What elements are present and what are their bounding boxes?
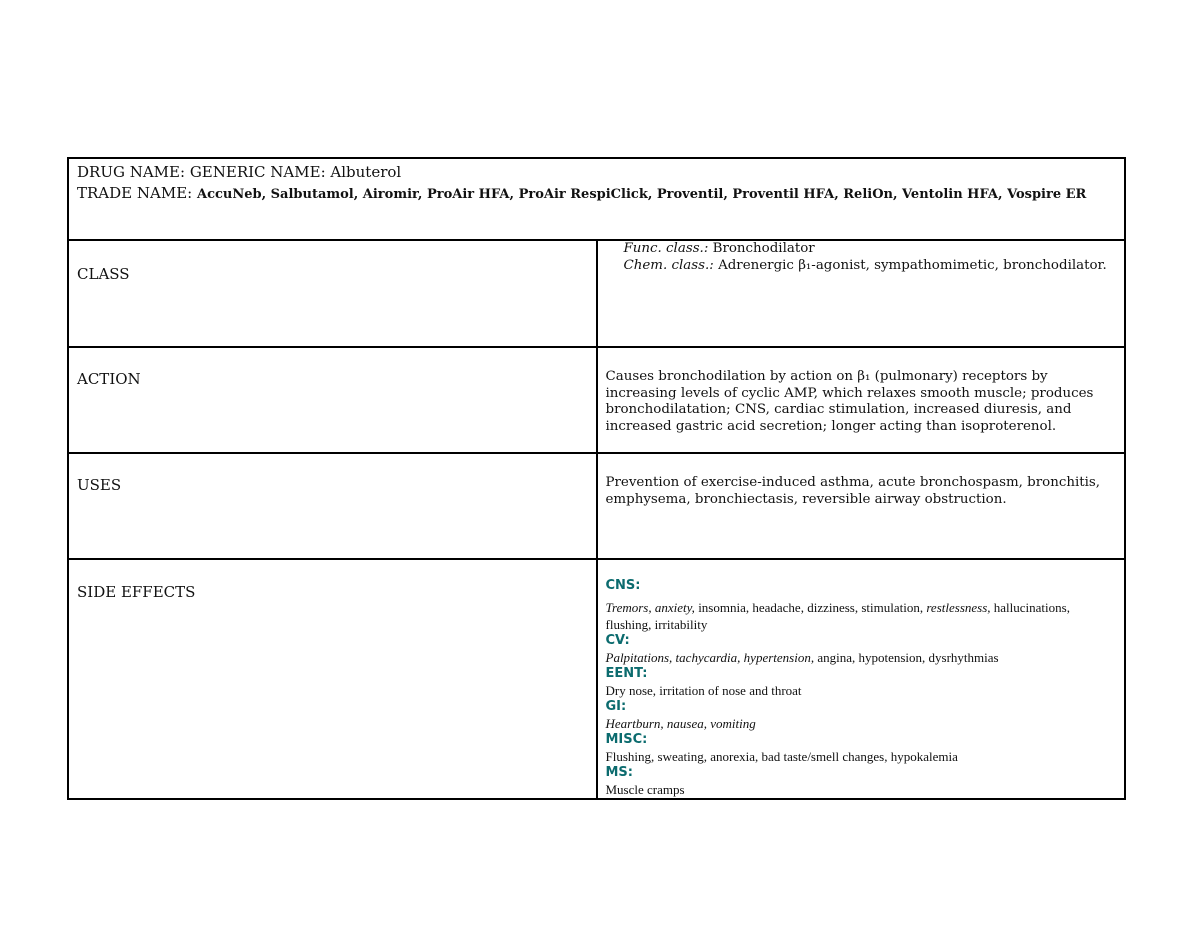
action-label: ACTION [77,370,141,388]
cv-italic: Palpitations, tachycardia, hypertension, [605,650,815,665]
cv-heading: CV: [605,633,630,648]
uses-label: USES [77,476,122,494]
uses-text: Prevention of exercise-induced asthma, acute bronchospasm, bronchitis, emphysema, bronchiectasis, reversible airway obstruction. [605,475,1101,507]
action-label-cell [68,347,597,453]
cns-italic: Tremors, anxiety, [605,600,695,615]
ms-heading: MS: [605,765,633,780]
class-label-cell [68,240,597,347]
cv-text [606,649,1117,666]
cns-end: hallucinations, flushing, irritability [605,600,1070,632]
drug-name-label: DRUG NAME: [77,163,186,181]
action-row [68,347,1125,453]
misc-text: Flushing, sweating, anorexia, bad taste/smell changes, hypokalemia [605,749,958,764]
misc-heading: MISC: [605,732,648,747]
eent-text: Dry nose, irritation of nose and throat [605,683,802,698]
cns-italic-2: restlessness, [926,600,991,615]
side-effects-content-cell [597,559,1126,799]
drug-name-line [77,162,1116,182]
trade-name-line [77,185,1116,203]
side-effects-label-cell [68,559,597,799]
class-label: CLASS [77,265,130,283]
func-class-value: Bronchodilator [712,241,815,256]
trade-names: AccuNeb, Salbutamol, Airomir, ProAir HFA, ProAir RespiClick, Proventil, Proventil HFA, ReliOn, Ventolin HFA, Vospire ER [196,187,1087,202]
drug-card-table [67,157,1126,800]
header-row [68,158,1125,240]
ms-text: Muscle cramps [605,782,685,797]
uses-label-cell [68,453,597,559]
cns-text [606,599,1117,633]
chem-class-line [624,258,1117,275]
func-class-label: Func. class.: [623,241,709,256]
gi-heading: GI: [605,699,627,714]
action-content-cell [597,347,1126,453]
side-effects-label: SIDE EFFECTS [77,583,196,601]
gi-text: Heartburn, nausea, vomiting [605,716,756,731]
cns-mid: insomnia, headache, dizziness, stimulation, [694,600,927,615]
generic-name-label: GENERIC NAME: [189,163,326,181]
header-cell [68,158,1125,240]
class-content-cell [597,240,1126,347]
chem-class-label: Chem. class.: [623,257,714,273]
generic-name: Albuterol [330,163,402,181]
eent-heading: EENT: [605,666,648,681]
uses-row [68,453,1125,559]
chem-class-value: Adrenergic β₁-agonist, sympathomimetic, bronchodilator. [718,257,1107,273]
cns-heading: CNS: [605,578,641,593]
action-text: Causes bronchodilation by action on β₁ (pulmonary) receptors by increasing levels of cyclic AMP, which relaxes smooth muscle; produces bronchodilatation; CNS, cardiac stimulation, increased diuresis, and increased gastric acid secretion; longer acting than isoproterenol. [605,369,1094,434]
func-class-line [624,241,1117,258]
class-row [68,240,1125,347]
cv-end: angina, hypotension, dysrhythmias [814,650,999,665]
uses-content-cell [597,453,1126,559]
side-effects-row [68,559,1125,799]
trade-name-label: TRADE NAME: [77,184,193,202]
